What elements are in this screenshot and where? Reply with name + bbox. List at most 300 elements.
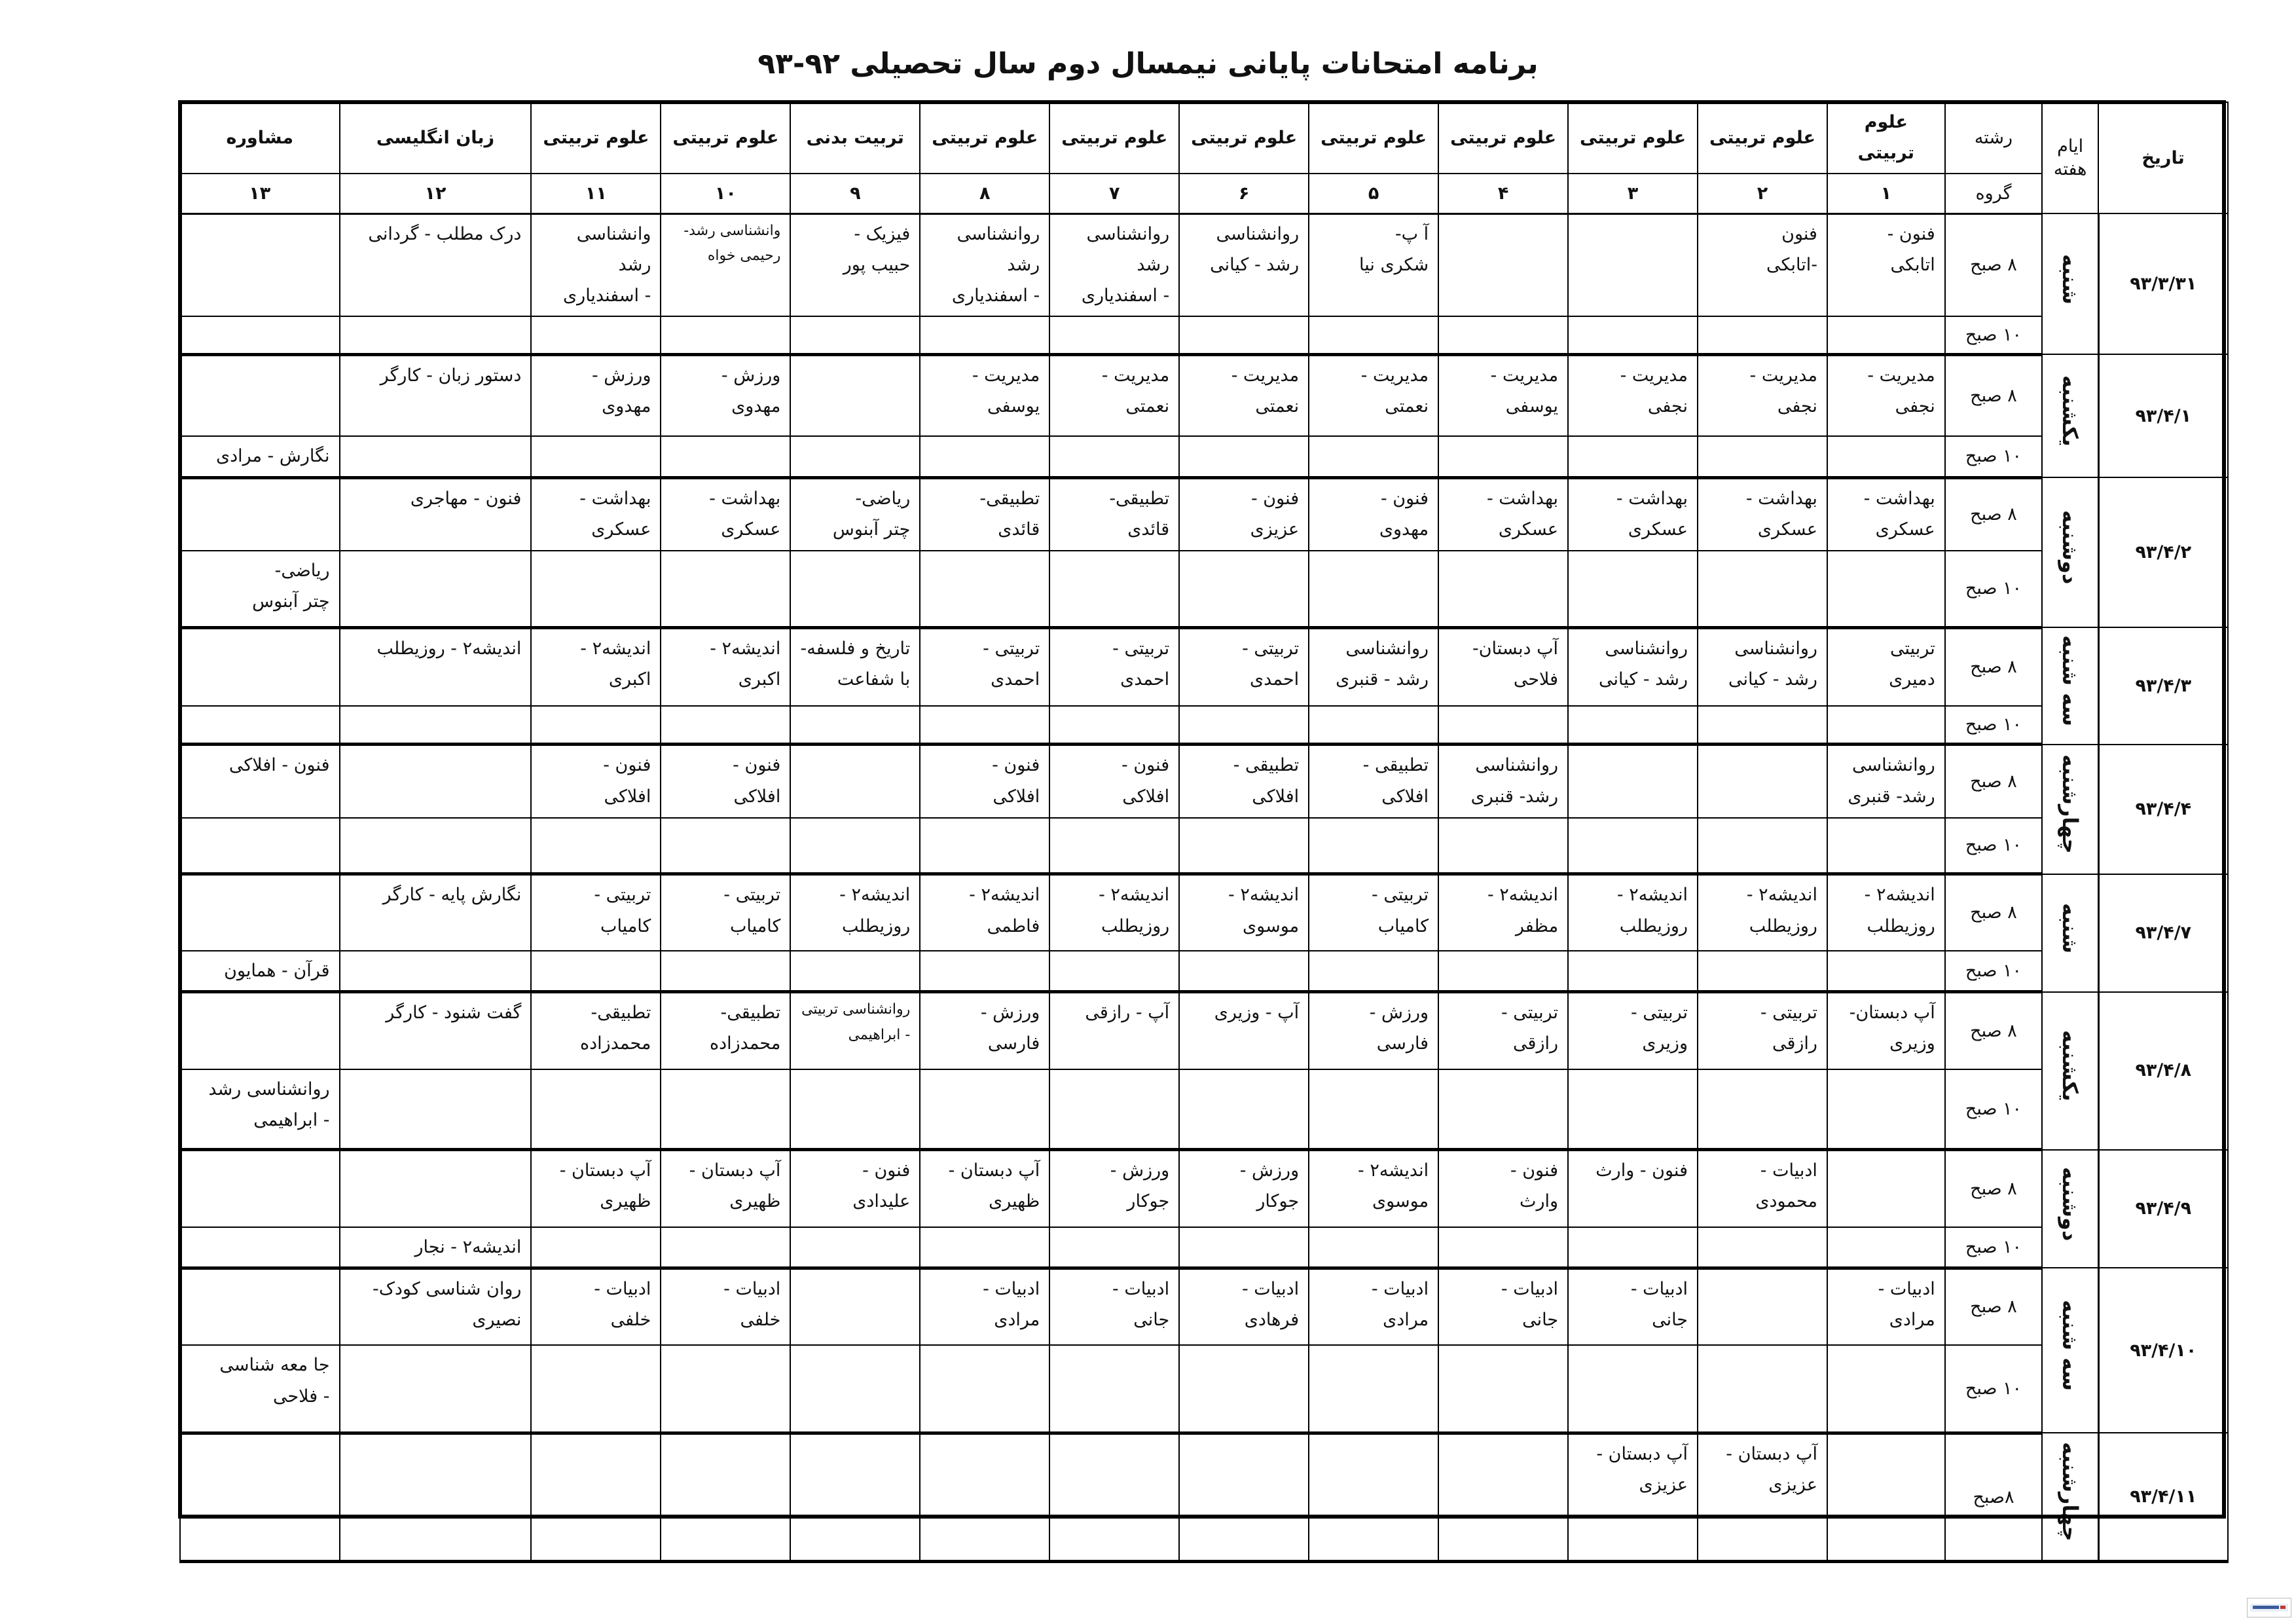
- exam-cell: فنون - افلاکی: [180, 745, 340, 818]
- exam-cell: [531, 818, 661, 874]
- exam-cell: [790, 316, 920, 355]
- exam-cell: [920, 706, 1049, 745]
- header-subject: علوم تربیتی: [1827, 102, 1945, 174]
- exam-time: ۱۰ صبح: [1945, 551, 2042, 627]
- exam-schedule-table: [179, 101, 2229, 1563]
- exam-cell: [1309, 706, 1438, 745]
- exam-cell: [340, 951, 532, 992]
- exam-date: ۹۳/۴/۳: [2098, 627, 2228, 745]
- exam-time: ۸ صبح: [1945, 992, 2042, 1069]
- exam-cell: [1179, 436, 1309, 477]
- exam-cell: تطبیقی- محمدزاده: [531, 992, 661, 1069]
- exam-cell: [340, 1433, 532, 1561]
- exam-cell: [1568, 951, 1698, 992]
- exam-cell: آپ دبستان - عزیزی: [1698, 1433, 1827, 1561]
- exam-cell: [790, 745, 920, 818]
- exam-cell: فنون -اتابکی: [1698, 213, 1827, 316]
- exam-cell: [1049, 1345, 1179, 1433]
- weekday: [2042, 1433, 2098, 1561]
- header-group-label: گروه: [1945, 174, 2042, 214]
- exam-cell: [1049, 706, 1179, 745]
- exam-cell: [1179, 706, 1309, 745]
- exam-date: ۹۳/۴/۱: [2098, 354, 2228, 477]
- exam-cell: آپ دبستان- فلاحی: [1438, 627, 1568, 706]
- exam-time: ۱۰ صبح: [1945, 1345, 2042, 1433]
- exam-cell: بهداشت - عسکری: [1827, 477, 1945, 551]
- exam-cell: [340, 745, 532, 818]
- exam-cell: [1049, 436, 1179, 477]
- exam-cell: [920, 951, 1049, 992]
- exam-time: ۸ صبح: [1945, 1268, 2042, 1345]
- exam-cell: ادبیات - جانی: [1438, 1268, 1568, 1345]
- exam-cell: [1309, 1433, 1438, 1561]
- exam-cell: [1438, 316, 1568, 355]
- exam-cell: اندیشه۲ - روزیطلب: [1827, 874, 1945, 951]
- exam-cell: [1049, 1433, 1179, 1561]
- exam-cell: ادبیات - مرادی: [920, 1268, 1049, 1345]
- exam-cell: نگارش - مرادی: [180, 436, 340, 477]
- exam-cell: [920, 316, 1049, 355]
- exam-cell: تربیتی دمیری: [1827, 627, 1945, 706]
- exam-cell: ورزش - جوکار: [1179, 1150, 1309, 1227]
- exam-cell: آپ دبستان - ظهیری: [661, 1150, 790, 1227]
- exam-cell: [1309, 818, 1438, 874]
- exam-cell: [531, 1227, 661, 1268]
- weekday: [2042, 627, 2098, 745]
- exam-cell: بهداشت - عسکری: [1698, 477, 1827, 551]
- exam-cell: [1827, 706, 1945, 745]
- exam-cell: [1179, 1227, 1309, 1268]
- exam-cell: [180, 1150, 340, 1227]
- exam-cell: اندیشه۲ - روزیطلب: [790, 874, 920, 951]
- schedule-row: [180, 874, 2228, 951]
- exam-cell: وانشناسی رشد - اسفندیاری: [531, 213, 661, 316]
- exam-cell: [1568, 213, 1698, 316]
- page-title: برنامه امتحانات پایانی نیمسال دوم سال تحصیلی ۹۲-۹۳: [757, 47, 1539, 81]
- exam-cell: [1827, 951, 1945, 992]
- exam-cell: تطبیقی- قائدی: [1049, 477, 1179, 551]
- exam-cell: [790, 1069, 920, 1150]
- exam-cell: [1179, 316, 1309, 355]
- exam-cell: [1438, 1433, 1568, 1561]
- exam-cell: [1568, 436, 1698, 477]
- exam-cell: اندیشه۲ - روزیطلب: [340, 627, 532, 706]
- exam-cell: [180, 818, 340, 874]
- exam-cell: [661, 706, 790, 745]
- exam-cell: [661, 436, 790, 477]
- exam-cell: [1438, 706, 1568, 745]
- exam-cell: [920, 1069, 1049, 1150]
- exam-cell: اندیشه۲ - روزیطلب: [1698, 874, 1827, 951]
- exam-cell: تربیتی - کامیاب: [1309, 874, 1438, 951]
- exam-cell: [1827, 1345, 1945, 1433]
- weekday-label: یکشنبه: [2057, 1030, 2083, 1101]
- exam-time: ۱۰ صبح: [1945, 818, 2042, 874]
- exam-cell: [531, 951, 661, 992]
- header-subject: علوم تربیتی: [1179, 102, 1309, 174]
- exam-cell: [340, 1069, 532, 1150]
- header-group-number: ۲: [1698, 174, 1827, 214]
- exam-cell: ادبیات - جانی: [1568, 1268, 1698, 1345]
- weekday-label: دوشنبه: [2057, 510, 2083, 585]
- exam-cell: فیزیک - حبیب پور: [790, 213, 920, 316]
- exam-cell: [790, 354, 920, 436]
- exam-cell: نگارش پایه - کارگر: [340, 874, 532, 951]
- schedule-row: [180, 477, 2228, 551]
- schedule-row: [180, 436, 2228, 477]
- weekday: [2042, 1268, 2098, 1433]
- exam-cell: فنون - افلاکی: [1049, 745, 1179, 818]
- exam-cell: [1827, 1433, 1945, 1561]
- weekday: [2042, 477, 2098, 627]
- exam-cell: [790, 1345, 920, 1433]
- exam-cell: [1827, 818, 1945, 874]
- header-subject: علوم تربیتی: [1049, 102, 1179, 174]
- exam-cell: تطبیقی - افلاکی: [1179, 745, 1309, 818]
- exam-cell: [920, 1227, 1049, 1268]
- exam-cell: [1438, 1069, 1568, 1150]
- exam-cell: [1049, 1227, 1179, 1268]
- exam-cell: [1438, 951, 1568, 992]
- exam-cell: [531, 436, 661, 477]
- exam-cell: ورزش - فارسی: [1309, 992, 1438, 1069]
- exam-cell: بهداشت - عسکری: [1438, 477, 1568, 551]
- header-row-groups: [180, 174, 2228, 214]
- exam-time: ۸ صبح: [1945, 874, 2042, 951]
- exam-cell: [1568, 1069, 1698, 1150]
- exam-cell: [1568, 818, 1698, 874]
- exam-cell: [180, 992, 340, 1069]
- weekday-label: سه شنبه: [2057, 1300, 2083, 1392]
- exam-date: ۹۳/۴/۱۰: [2098, 1268, 2228, 1433]
- exam-cell: [1827, 1227, 1945, 1268]
- exam-cell: [1568, 1227, 1698, 1268]
- weekday-label: دوشنبه: [2057, 1166, 2083, 1241]
- schedule-row: [180, 551, 2228, 627]
- header-group-number: ۵: [1309, 174, 1438, 214]
- exam-cell: [1179, 1069, 1309, 1150]
- exam-cell: بهداشت - عسکری: [531, 477, 661, 551]
- exam-cell: [661, 1069, 790, 1150]
- exam-cell: [661, 1345, 790, 1433]
- exam-cell: [1827, 316, 1945, 355]
- header-group-number: ۱۱: [531, 174, 661, 214]
- exam-cell: آپ - رازقی: [1049, 992, 1179, 1069]
- exam-cell: مدیریت - نجفی: [1568, 354, 1698, 436]
- exam-cell: درک مطلب - گردانی: [340, 213, 532, 316]
- exam-time: ۸صبح: [1945, 1433, 2042, 1561]
- exam-cell: [1309, 1345, 1438, 1433]
- exam-cell: اندیشه۲ - اکبری: [531, 627, 661, 706]
- exam-cell: [1827, 436, 1945, 477]
- exam-cell: [790, 1268, 920, 1345]
- exam-cell: آ پ- شکری نیا: [1309, 213, 1438, 316]
- exam-cell: ادبیات - جانی: [1049, 1268, 1179, 1345]
- exam-cell: [1438, 818, 1568, 874]
- header-subject: زبان انگلیسی: [340, 102, 532, 174]
- exam-time: ۸ صبح: [1945, 477, 2042, 551]
- exam-cell: [1049, 551, 1179, 627]
- exam-cell: [790, 551, 920, 627]
- exam-cell: [180, 213, 340, 316]
- schedule-row: [180, 213, 2228, 316]
- exam-time: ۱۰ صبح: [1945, 436, 2042, 477]
- header-subject: علوم تربیتی: [1568, 102, 1698, 174]
- exam-cell: روانشناسی رشد- قنبری: [1827, 745, 1945, 818]
- exam-cell: ورزش - مهدوی: [661, 354, 790, 436]
- exam-cell: ادبیات - محمودی: [1698, 1150, 1827, 1227]
- exam-cell: [180, 706, 340, 745]
- exam-cell: [661, 1227, 790, 1268]
- exam-cell: [1568, 745, 1698, 818]
- exam-cell: روانشناسی رشد- قنبری: [1438, 745, 1568, 818]
- exam-cell: [661, 818, 790, 874]
- exam-cell: [1568, 551, 1698, 627]
- exam-time: ۸ صبح: [1945, 745, 2042, 818]
- exam-cell: روانشناسی تربیتی - ابراهیمی: [790, 992, 920, 1069]
- exam-cell: آپ دبستان - ظهیری: [920, 1150, 1049, 1227]
- schedule-row: [180, 627, 2228, 706]
- header-group-number: ۸: [920, 174, 1049, 214]
- header-group-number: ۷: [1049, 174, 1179, 214]
- exam-cell: [1309, 551, 1438, 627]
- exam-cell: روانشناسی رشد - ابراهیمی: [180, 1069, 340, 1150]
- exam-cell: [1309, 1069, 1438, 1150]
- header-group-number: ۱۳: [180, 174, 340, 214]
- exam-cell: [1698, 745, 1827, 818]
- exam-cell: آپ - وزیری: [1179, 992, 1309, 1069]
- exam-cell: [920, 1345, 1049, 1433]
- exam-cell: [1438, 436, 1568, 477]
- exam-cell: [1049, 818, 1179, 874]
- exam-cell: روان شناسی کودک- نصیری: [340, 1268, 532, 1345]
- header-subject: مشاوره: [180, 102, 340, 174]
- exam-date: ۹۳/۴/۷: [2098, 874, 2228, 992]
- exam-time: ۱۰ صبح: [1945, 1069, 2042, 1150]
- exam-cell: فنون - وارث: [1568, 1150, 1698, 1227]
- exam-cell: [790, 1227, 920, 1268]
- exam-cell: [531, 316, 661, 355]
- exam-cell: [1309, 1227, 1438, 1268]
- exam-time: ۸ صبح: [1945, 354, 2042, 436]
- exam-cell: اندیشه۲ - روزیطلب: [1568, 874, 1698, 951]
- exam-cell: جا معه شناسی - فلاحی: [180, 1345, 340, 1433]
- exam-cell: [1568, 1345, 1698, 1433]
- exam-cell: [1179, 1433, 1309, 1561]
- exam-cell: مدیریت - نعمتی: [1049, 354, 1179, 436]
- exam-cell: [531, 1345, 661, 1433]
- schedule-row: [180, 1345, 2228, 1433]
- exam-cell: ادبیات - مرادی: [1827, 1268, 1945, 1345]
- exam-cell: تطبیقی- محمدزاده: [661, 992, 790, 1069]
- exam-time: ۱۰ صبح: [1945, 951, 2042, 992]
- exam-cell: بهداشت - عسکری: [1568, 477, 1698, 551]
- schedule-row: [180, 1150, 2228, 1227]
- exam-date: ۹۳/۴/۱۱: [2098, 1433, 2228, 1561]
- header-group-number: ۱: [1827, 174, 1945, 214]
- weekday: [2042, 354, 2098, 477]
- header-date: تاریخ: [2098, 102, 2228, 213]
- weekday-label: سه شنبه: [2057, 635, 2083, 727]
- exam-cell: [790, 818, 920, 874]
- exam-cell: گفت شنود - کارگر: [340, 992, 532, 1069]
- exam-cell: فنون - وارث: [1438, 1150, 1568, 1227]
- exam-cell: [340, 316, 532, 355]
- header-group-number: ۱۲: [340, 174, 532, 214]
- exam-date: ۹۳/۴/۸: [2098, 992, 2228, 1150]
- exam-cell: ادبیات - فرهادی: [1179, 1268, 1309, 1345]
- exam-cell: مدیریت - نجفی: [1827, 354, 1945, 436]
- header-group-number: ۶: [1179, 174, 1309, 214]
- exam-cell: [1049, 951, 1179, 992]
- exam-cell: تربیتی - احمدی: [1179, 627, 1309, 706]
- exam-cell: روانشناسی رشد - کیانی: [1568, 627, 1698, 706]
- exam-cell: اندیشه۲ - نجار: [340, 1227, 532, 1268]
- exam-cell: تطبیقی - افلاکی: [1309, 745, 1438, 818]
- exam-cell: [661, 316, 790, 355]
- header-group-number: ۱۰: [661, 174, 790, 214]
- exam-cell: [180, 354, 340, 436]
- schedule-row: [180, 818, 2228, 874]
- exam-cell: [180, 1227, 340, 1268]
- exam-cell: [661, 1433, 790, 1561]
- exam-cell: بهداشت - عسکری: [661, 477, 790, 551]
- exam-cell: اندیشه۲ - موسوی: [1179, 874, 1309, 951]
- exam-cell: [920, 551, 1049, 627]
- exam-time: ۸ صبح: [1945, 1150, 2042, 1227]
- schedule-row: [180, 316, 2228, 355]
- exam-cell: ادبیات - خلفی: [531, 1268, 661, 1345]
- header-subject: تربیت بدنی: [790, 102, 920, 174]
- exam-cell: [180, 1433, 340, 1561]
- exam-cell: [790, 951, 920, 992]
- exam-cell: ریاضی- چتر آبنوس: [180, 551, 340, 627]
- schedule-row: [180, 1268, 2228, 1345]
- exam-cell: [180, 477, 340, 551]
- exam-cell: تربیتی - رازقی: [1698, 992, 1827, 1069]
- weekday: [2042, 1150, 2098, 1268]
- site-logo-icon: [2247, 1598, 2291, 1617]
- exam-cell: اندیشه۲ - اکبری: [661, 627, 790, 706]
- exam-cell: [1698, 1345, 1827, 1433]
- exam-cell: مدیریت - نعمتی: [1179, 354, 1309, 436]
- exam-cell: ورزش - مهدوی: [531, 354, 661, 436]
- exam-cell: [1438, 1345, 1568, 1433]
- exam-cell: [1698, 436, 1827, 477]
- exam-cell: اندیشه۲ - فاطمی: [920, 874, 1049, 951]
- exam-cell: ورزش - جوکار: [1049, 1150, 1179, 1227]
- exam-time: ۸ صبح: [1945, 213, 2042, 316]
- exam-cell: [531, 706, 661, 745]
- exam-time: ۱۰ صبح: [1945, 706, 2042, 745]
- exam-cell: [180, 627, 340, 706]
- exam-cell: [180, 316, 340, 355]
- exam-cell: ادبیات - مرادی: [1309, 1268, 1438, 1345]
- exam-cell: فنون - مهدوی: [1309, 477, 1438, 551]
- exam-cell: [340, 436, 532, 477]
- exam-cell: [1698, 1069, 1827, 1150]
- weekday-label: چهارشنبه: [2057, 754, 2083, 854]
- schedule-row: [180, 706, 2228, 745]
- header-field-label: رشته: [1945, 102, 2042, 174]
- exam-cell: فنون - مهاجری: [340, 477, 532, 551]
- exam-cell: [1049, 1069, 1179, 1150]
- schedule-row: [180, 1433, 2228, 1561]
- exam-time: ۱۰ صبح: [1945, 1227, 2042, 1268]
- exam-cell: [1698, 706, 1827, 745]
- exam-cell: روانشناسی رشد - اسفندیاری: [1049, 213, 1179, 316]
- header-group-number: ۴: [1438, 174, 1568, 214]
- exam-cell: آپ دبستان - ظهیری: [531, 1150, 661, 1227]
- schedule-row: [180, 992, 2228, 1069]
- exam-cell: آپ دبستان - عزیزی: [1568, 1433, 1698, 1561]
- schedule-row: [180, 951, 2228, 992]
- exam-cell: [1179, 951, 1309, 992]
- exam-cell: [531, 1433, 661, 1561]
- schedule-row: [180, 1227, 2228, 1268]
- weekday-label: یکشنبه: [2057, 375, 2083, 447]
- weekday-label: شنبه: [2057, 253, 2083, 304]
- exam-cell: [1698, 1268, 1827, 1345]
- exam-time: ۸ صبح: [1945, 627, 2042, 706]
- header-subject: علوم تربیتی: [1438, 102, 1568, 174]
- exam-date: ۹۳/۳/۳۱: [2098, 213, 2228, 354]
- exam-cell: فنون - عزیزی: [1179, 477, 1309, 551]
- exam-cell: وانشناسی رشد- رحیمی خواه: [661, 213, 790, 316]
- exam-cell: آپ دبستان- وزیری: [1827, 992, 1945, 1069]
- exam-cell: فنون - افلاکی: [661, 745, 790, 818]
- schedule-row: [180, 745, 2228, 818]
- exam-cell: [790, 1433, 920, 1561]
- exam-cell: فنون - علیدادی: [790, 1150, 920, 1227]
- schedule-row: [180, 1069, 2228, 1150]
- exam-cell: [661, 951, 790, 992]
- weekday-label: چهارشنبه: [2057, 1442, 2083, 1541]
- exam-time: ۱۰ صبح: [1945, 316, 2042, 355]
- exam-cell: [1309, 316, 1438, 355]
- header-weekday: ایام هفته: [2042, 102, 2098, 213]
- exam-cell: [1438, 551, 1568, 627]
- exam-cell: مدیریت - نعمتی: [1309, 354, 1438, 436]
- exam-cell: تاریخ و فلسفه- با شفاعت: [790, 627, 920, 706]
- exam-cell: [180, 874, 340, 951]
- exam-cell: [1309, 436, 1438, 477]
- exam-cell: [1698, 951, 1827, 992]
- exam-cell: مدیریت - یوسفی: [1438, 354, 1568, 436]
- exam-date: ۹۳/۴/۴: [2098, 745, 2228, 874]
- exam-cell: [340, 1150, 532, 1227]
- exam-cell: روانشناسی رشد - کیانی: [1179, 213, 1309, 316]
- exam-cell: مدیریت - یوسفی: [920, 354, 1049, 436]
- weekday-label: شنبه: [2057, 902, 2083, 953]
- header-group-number: ۳: [1568, 174, 1698, 214]
- exam-cell: تطبیقی- قائدی: [920, 477, 1049, 551]
- weekday: [2042, 992, 2098, 1150]
- exam-cell: روانشناسی رشد - اسفندیاری: [920, 213, 1049, 316]
- exam-cell: تربیتی - احمدی: [1049, 627, 1179, 706]
- exam-cell: اندیشه۲ - روزیطلب: [1049, 874, 1179, 951]
- exam-cell: [1568, 316, 1698, 355]
- exam-cell: [340, 551, 532, 627]
- exam-cell: تربیتی - کامیاب: [661, 874, 790, 951]
- weekday: [2042, 874, 2098, 992]
- header-subject: علوم تربیتی: [1698, 102, 1827, 174]
- exam-cell: [1438, 213, 1568, 316]
- exam-cell: قرآن - همایون: [180, 951, 340, 992]
- exam-cell: ادبیات - خلفی: [661, 1268, 790, 1345]
- header-subject: علوم تربیتی: [661, 102, 790, 174]
- exam-cell: تربیتی - وزیری: [1568, 992, 1698, 1069]
